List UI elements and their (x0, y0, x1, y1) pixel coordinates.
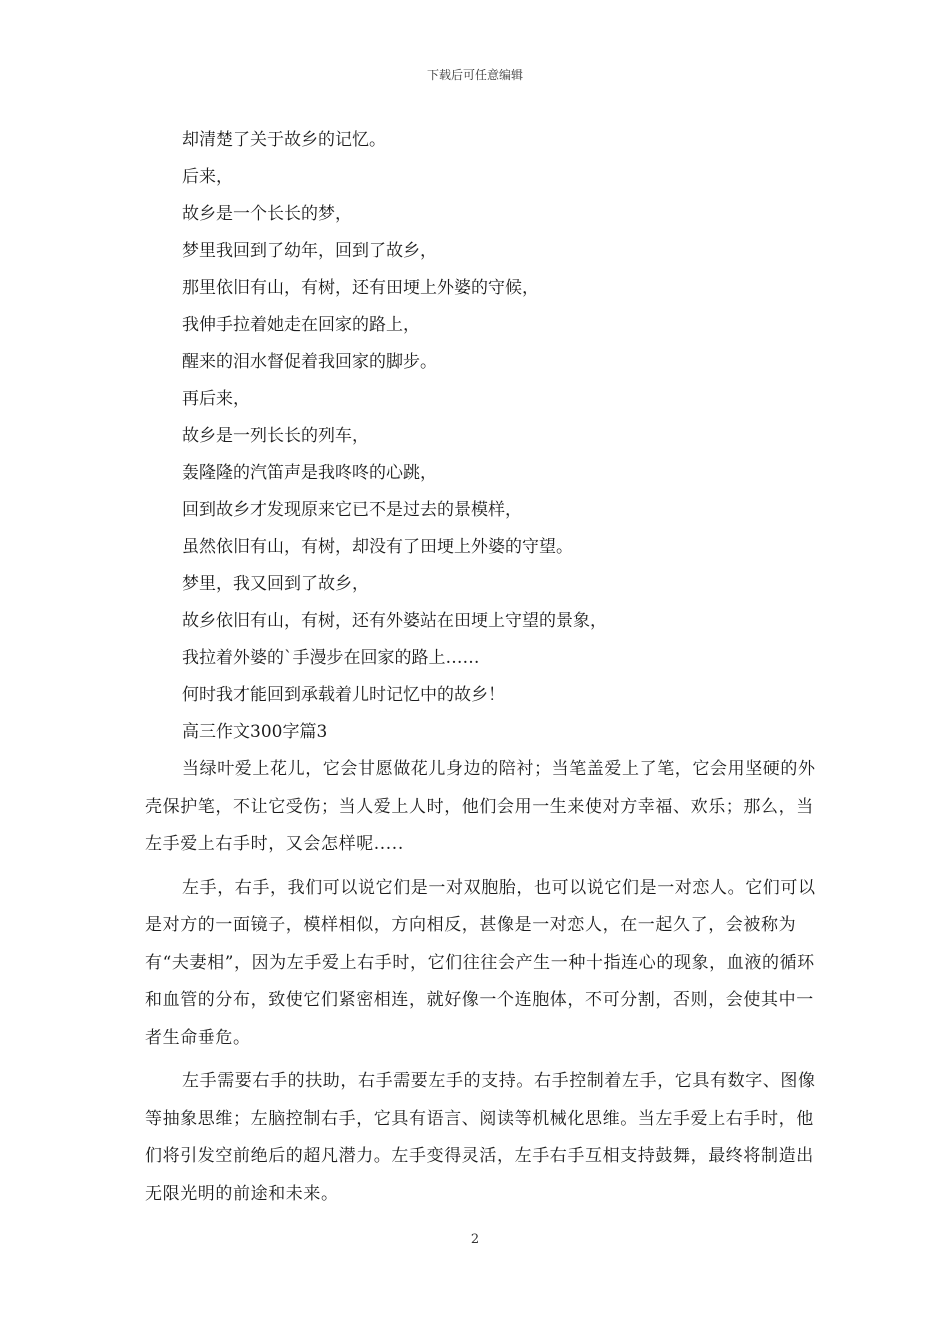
poem-line: 醒来的泪水督促着我回家的脚步。 (182, 352, 437, 372)
poem-line: 轰隆隆的汽笛声是我咚咚的心跳， (182, 463, 437, 483)
poem-line: 故乡是一列长长的列车， (182, 426, 369, 446)
poem-line: 那里依旧有山，有树，还有田埂上外婆的守候， (182, 278, 539, 298)
poem-line: 梦里，我又回到了故乡， (182, 574, 369, 594)
page-header: 下载后可任意编辑 (426, 68, 523, 82)
essay-paragraph: 左手需要右手的扶助，右手需要左手的支持。右手控制着左手，它具有数字、图像等抽象思维；左脑控制右手，它具有语言、阅读等机械化思维。当左手爱上右手时，他们将引发空前绝后的超凡潜力。左手变得灵活，左手右手互相支持鼓舞，最终将制造出无限光明的前途和未来。 (145, 1071, 816, 1204)
poem-line: 梦里我回到了幼年，回到了故乡， (182, 241, 437, 261)
poem-line: 虽然依旧有山，有树，却没有了田埂上外婆的守望。 (182, 537, 573, 557)
poem-line: 后来， (182, 167, 233, 187)
poem-line: 回到故乡才发现原来它已不是过去的景模样， (182, 500, 522, 520)
poem-line: 何时我才能回到承载着儿时记忆中的故乡！ (182, 685, 505, 705)
page-number: 2 (470, 1232, 480, 1247)
poem-line: 却清楚了关于故乡的记忆。 (182, 130, 386, 150)
essay-paragraph: 当绿叶爱上花儿，它会甘愿做花儿身边的陪衬；当笔盖爱上了笔，它会用坚硬的外壳保护笔，不让它受伤；当人爱上人时，他们会用一生来使对方幸福、欢乐；那么，当左手爱上右手时，又会怎样呢..... (145, 759, 816, 854)
poem-line: 故乡是一个长长的梦， (182, 204, 352, 224)
document-body (145, 122, 825, 1213)
poem-line: 我伸手拉着她走在回家的路上， (182, 315, 420, 335)
essay-paragraph: 左手，右手，我们可以说它们是一对双胞胎，也可以说它们是一对恋人。它们可以是对方的一面镜子，模样相似，方向相反，甚像是一对恋人，在一起久了，会被称为有“夫妻相”，因为左手爱上右手时，它们往往会产生一种十指连心的现象，血液的循环和血管的分布，致使它们紧密相连，就好像一个连胞体，不可分割，否则，会使其中一者生命垂危。 (145, 877, 816, 1048)
poem-line: 再后来， (182, 389, 250, 409)
section-heading: 高三作文300字篇3 (182, 722, 328, 742)
poem-line: 故乡依旧有山，有树，还有外婆站在田埂上守望的景象， (182, 611, 607, 631)
poem-line: 我拉着外婆的`手漫步在回家的路上…… (182, 648, 480, 668)
